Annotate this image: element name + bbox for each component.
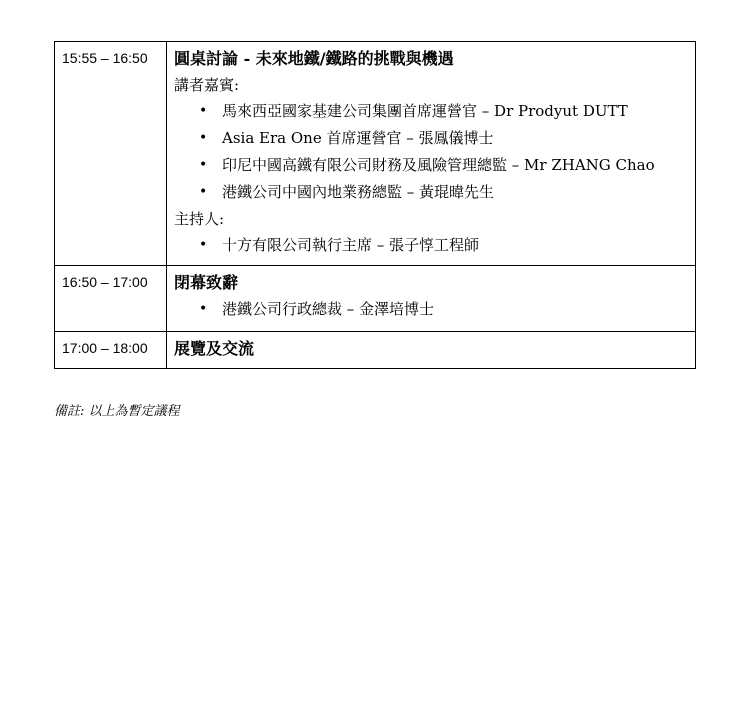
bullet-icon: • bbox=[199, 301, 208, 317]
list-item bbox=[174, 179, 689, 206]
bullet-icon: • bbox=[199, 184, 208, 200]
speaker-entry: 馬來西亞國家基建公司集團首席運營官 – Dr Prodyut DUTT bbox=[222, 102, 628, 120]
session-time: 16:50 – 17:00 bbox=[55, 266, 167, 332]
speakers-label: 講者嘉賓: bbox=[174, 76, 240, 94]
moderator-list bbox=[174, 232, 689, 259]
bullet-icon: • bbox=[199, 103, 208, 119]
closing-entry: 港鐵公司行政總裁 – 金澤培博士 bbox=[222, 300, 435, 318]
table-row bbox=[55, 42, 696, 266]
moderator-label: 主持人: bbox=[174, 210, 225, 228]
session-time: 17:00 – 18:00 bbox=[55, 332, 167, 369]
session-title: 閉幕致辭 bbox=[174, 273, 239, 292]
remarks-note: 備註: 以上為暫定議程 bbox=[54, 404, 180, 419]
session-title: 展覽及交流 bbox=[174, 339, 255, 358]
list-item bbox=[174, 125, 689, 152]
list-item bbox=[174, 296, 689, 323]
session-content bbox=[167, 332, 696, 369]
session-content bbox=[167, 42, 696, 266]
session-content bbox=[167, 266, 696, 332]
speaker-entry: Asia Era One 首席運營官 – 張鳳儀博士 bbox=[222, 129, 494, 147]
session-title: 圓桌討論 - 未來地鐵/鐵路的挑戰與機遇 bbox=[174, 49, 454, 68]
list-item bbox=[174, 152, 689, 179]
closing-list bbox=[174, 296, 689, 323]
list-item bbox=[174, 232, 689, 259]
bullet-icon: • bbox=[199, 130, 208, 146]
table-row bbox=[55, 266, 696, 332]
bullet-icon: • bbox=[199, 237, 208, 253]
speaker-entry: 印尼中國高鐵有限公司財務及風險管理總監 – Mr ZHANG Chao bbox=[222, 156, 655, 174]
moderator-entry: 十方有限公司執行主席 – 張子惇工程師 bbox=[222, 236, 480, 254]
table-row bbox=[55, 332, 696, 369]
speaker-entry: 港鐵公司中國內地業務總監 – 黃琨暐先生 bbox=[222, 183, 495, 201]
agenda-table bbox=[54, 41, 696, 369]
session-time: 15:55 – 16:50 bbox=[55, 42, 167, 266]
list-item bbox=[174, 98, 689, 125]
speaker-list bbox=[174, 98, 689, 206]
bullet-icon: • bbox=[199, 157, 208, 173]
